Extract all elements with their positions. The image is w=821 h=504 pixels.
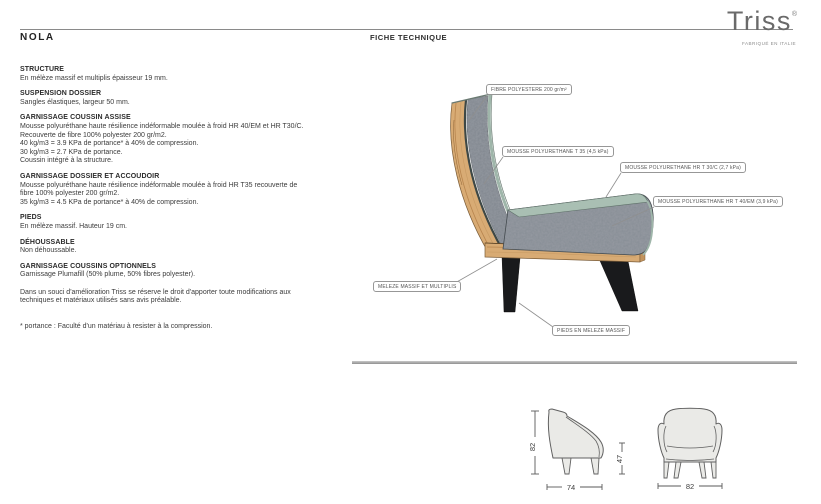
dimension-drawings [520, 388, 755, 504]
spec-column [20, 66, 308, 339]
spec-title: GARNISSAGE COUSSIN ASSISE [20, 114, 131, 122]
front-leg [597, 254, 638, 311]
spec-section-pieds [20, 214, 308, 231]
spec-line: Non déhoussable. [20, 247, 77, 255]
callout-mousse-hr-t40em: MOUSSE POLYURETHANE HR T 40/EM (3,9 kPa) [653, 196, 783, 207]
dim-front-width: 82 [685, 482, 695, 491]
spec-section-coussins-optionnels [20, 263, 308, 280]
dim-side-height: 82 [528, 442, 537, 452]
registered-mark: ® [791, 11, 797, 18]
spec-line: 40 kg/m3 = 3.9 KPa de portance* à 40% de compression. [20, 140, 199, 148]
spec-line: Mousse polyuréthane haute résilience indéformable moulée à froid HR T35 recouverte de fibre 100% polyester 200 gr/m2. [20, 181, 298, 198]
dim-seat-height: 47 [615, 454, 624, 464]
spec-line: 30 kg/m3 = 2.7 KPa de portance. [20, 148, 123, 156]
spec-line: Coussin intégré à la structure. [20, 157, 113, 165]
spec-line: En mélèze massif et multiplis épaisseur 19 mm. [20, 74, 168, 82]
spec-line: Mousse polyuréthane haute résilience indéformable moulée à froid HR 40/EM et HR T30/C. [20, 122, 304, 130]
callout-mousse-hr-t30c: MOUSSE POLYURETHANE HR T 30/C (2,7 kPa) [620, 162, 746, 173]
spec-section-garnissage-dossier [20, 173, 308, 207]
spec-line: 35 kg/m3 = 4.5 KPa de portance* à 40% de compression. [20, 198, 199, 206]
side-view-drawing [548, 409, 603, 474]
spec-line: Garnissage Plumafill (50% plume, 50% fibres polyester). [20, 271, 196, 279]
document-title: FICHE TECHNIQUE [370, 33, 448, 42]
section-divider-bar [352, 361, 797, 364]
spec-section-garnissage-assise [20, 114, 308, 166]
header-rule [20, 29, 793, 30]
rear-leg [502, 257, 520, 312]
callout-mousse-t35: MOUSSE POLYURETHANE T 35 (4,5 kPa) [502, 146, 614, 157]
spec-title: PIEDS [20, 214, 42, 222]
dim-side-depth: 74 [566, 483, 576, 492]
spec-title: STRUCTURE [20, 66, 65, 73]
spec-title: GARNISSAGE COUSSINS OPTIONNELS [20, 262, 157, 270]
spec-line: Sangles élastiques, largeur 50 mm. [20, 98, 130, 106]
callout-pieds-meleze: PIEDS EN MELEZE MASSIF [552, 325, 630, 336]
callout-meleze-massif: MELEZE MASSIF ET MULTIPLIS [373, 281, 461, 292]
spec-line: Recouverte de fibre 100% polyester 200 gr/m2. [20, 131, 167, 139]
portance-footnote: * portance : Faculté d'un matériau à resister à la compression. [20, 323, 213, 331]
disclaimer-text: Dans un souci d'amélioration Triss se réserve le droit d'apporter toute modifications aux techniques et matériaux utilisés sans avis préalable. [20, 288, 291, 305]
spec-title: SUSPENSION DOSSIER [20, 90, 102, 98]
spec-title: GARNISSAGE DOSSIER ET ACCOUDOIR [20, 172, 160, 180]
spec-title: DÉHOUSSABLE [20, 238, 75, 246]
made-in-label: FABRIQUÉ EN ITALIE [742, 41, 796, 46]
chair-cutaway-illustration [350, 65, 820, 365]
spec-section-dehoussable [20, 239, 308, 256]
spec-line: En mélèze massif. Hauteur 19 cm. [20, 222, 127, 230]
spec-section-structure [20, 66, 308, 83]
brand-logo-text: Triss [726, 6, 792, 36]
brand-logo [727, 0, 797, 36]
spec-section-suspension [20, 90, 308, 107]
product-name: NOLA [20, 32, 55, 43]
callout-fibre-polyester: FIBRE POLYESTERE 200 gr/m² [486, 84, 572, 95]
front-view-drawing [658, 408, 722, 478]
